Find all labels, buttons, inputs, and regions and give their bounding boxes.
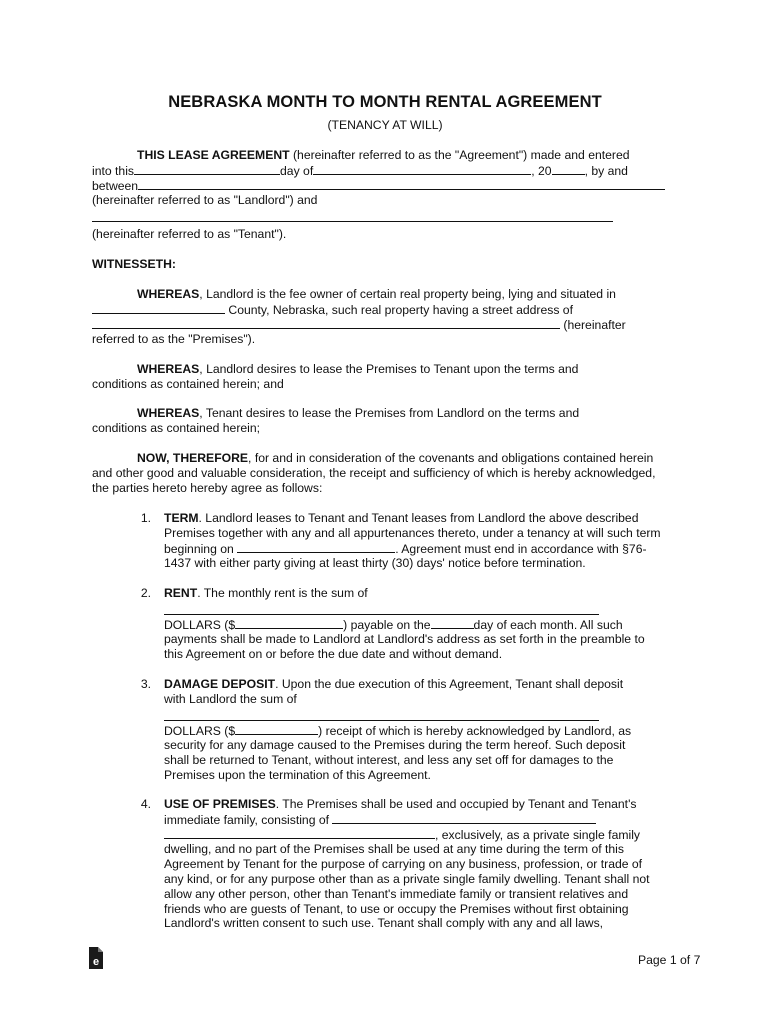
section-4-line-7: allow any other person, other than Tenant's immediate family or transient relatives and: [164, 887, 629, 901]
street-address-blank[interactable]: [92, 317, 560, 329]
section-4-heading: USE OF PREMISES: [164, 797, 276, 811]
now-therefore-line-3: the parties hereto hereby agree as follows:: [92, 481, 323, 495]
whereas2-line-1: WHEREAS, Landlord desires to lease the Premises to Tenant upon the terms and: [137, 362, 579, 376]
whereas3-line-1: WHEREAS, Tenant desires to lease the Premises from Landlord on the terms and: [137, 406, 580, 420]
whereas1-line-4: referred to as the "Premises").: [92, 332, 256, 346]
whereas1-line-1: WHEREAS, Landlord is the fee owner of certain real property being, lying and situated in: [137, 287, 616, 301]
intro-line-3: between: [92, 178, 665, 194]
intro-line-4: (hereinafter referred to as "Landlord") and: [92, 193, 318, 207]
section-3-line-7: Premises upon the termination of this Agreement.: [164, 768, 431, 782]
section-4-line-2: immediate family, consisting of: [164, 812, 596, 828]
section-4-number: 4.: [140, 797, 151, 811]
whereas3-line-2: conditions as contained herein;: [92, 421, 261, 435]
section-3-line-2: with Landlord the sum of: [164, 692, 297, 706]
eforms-logo-icon: [87, 946, 105, 970]
section-3-line-6: shall be returned to Tenant, without interest, and less any set off for damages to the: [164, 753, 614, 767]
intro-line-2: into this day of , 20 , by and: [92, 164, 628, 178]
section-1-number: 1.: [140, 511, 151, 525]
whereas2-line-2: conditions as contained herein; and: [92, 377, 284, 391]
intro-line-6: (hereinafter referred to as "Tenant").: [92, 227, 287, 241]
family-members-blank[interactable]: [332, 812, 596, 824]
landlord-name-blank[interactable]: [138, 178, 665, 190]
section-2-heading: RENT: [164, 586, 198, 600]
rent-amount-dollars-blank[interactable]: [235, 617, 343, 629]
rent-amount-words-blank[interactable]: [164, 614, 599, 615]
county-blank[interactable]: [92, 302, 225, 314]
section-3-line-1: DAMAGE DEPOSIT. Upon the due execution of this Agreement, Tenant shall deposit: [164, 677, 624, 691]
section-4-line-5: Agreement by Tenant for the purpose of carrying on any business, profession, or trade of: [164, 857, 643, 871]
deposit-amount-dollars-blank[interactable]: [235, 723, 318, 735]
witnesseth-heading: WITNESSETH:: [92, 257, 176, 271]
section-2-line-3: DOLLARS ($ ) payable on the day of each month. All such: [164, 618, 623, 632]
family-members-blank-2[interactable]: [164, 827, 435, 839]
whereas1-line-3: (hereinafter: [92, 317, 626, 333]
section-2-line-1: RENT. The monthly rent is the sum of: [164, 586, 368, 600]
document-subtitle: (TENANCY AT WILL): [327, 118, 443, 132]
tenant-name-blank[interactable]: [92, 221, 613, 222]
section-1-line-4: 1437 with either party giving at least thirty (30) days' notice before termination.: [164, 556, 586, 570]
section-4-line-8: friends who are guests of Tenant, to use or occupy the Premises without first obtaining: [164, 902, 629, 916]
section-1-line-1: TERM. Landlord leases to Tenant and Tenant leases from Landlord the above described: [164, 511, 639, 525]
section-3-line-4: DOLLARS ($ ) receipt of which is hereby acknowledged by Landlord, as: [164, 724, 632, 738]
now-therefore-line-1: NOW, THEREFORE, for and in consideration of the covenants and obligations contained herein: [137, 451, 654, 465]
section-3-heading: DAMAGE DEPOSIT: [164, 677, 276, 691]
section-3-line-5: security for any damage caused to the Premises during the term hereof. Such deposit: [164, 738, 626, 752]
intro-line-1: THIS LEASE AGREEMENT (hereinafter referred to as the "Agreement") made and entered: [137, 148, 630, 162]
intro-lead: THIS LEASE AGREEMENT: [137, 148, 290, 162]
date-month-blank[interactable]: [313, 163, 531, 175]
section-4-line-4: dwelling, and no part of the Premises shall be used at any time during the term of this: [164, 842, 624, 856]
svg-text:e: e: [92, 956, 100, 968]
section-1-line-2: Premises together with any and all appurtenances thereto, under a tenancy at will such term: [164, 526, 661, 540]
section-2-line-4: payments shall be made to Landlord at Landlord's address as set forth in the preamble to: [164, 632, 645, 646]
section-4-line-1: USE OF PREMISES. The Premises shall be used and occupied by Tenant and Tenant's: [164, 797, 637, 811]
section-3-number: 3.: [140, 677, 151, 691]
section-1-line-3: beginning on . Agreement must end in accordance with §76-: [164, 542, 647, 556]
page-number: Page 1 of 7: [638, 953, 701, 967]
document-title: NEBRASKA MONTH TO MONTH RENTAL AGREEMENT: [168, 93, 602, 111]
section-4-line-6: any kind, or for any purpose other than as a private single family dwelling. Tenant shall not: [164, 872, 650, 886]
section-1-heading: TERM: [164, 511, 199, 525]
date-day-blank[interactable]: [134, 163, 280, 175]
section-2-number: 2.: [140, 586, 151, 600]
whereas1-line-2: County, Nebraska, such real property having a street address of: [92, 302, 573, 318]
date-year-blank[interactable]: [552, 163, 585, 175]
term-start-date-blank[interactable]: [237, 541, 395, 553]
rent-due-day-blank[interactable]: [431, 617, 474, 629]
now-therefore-line-2: and other good and valuable consideration, the receipt and sufficiency of which is hereby acknowledged,: [92, 466, 656, 480]
section-4-line-3: , exclusively, as a private single family: [164, 827, 640, 843]
section-4-line-9: Landlord's written consent to such use. Tenant shall comply with any and all laws,: [164, 916, 604, 930]
deposit-amount-words-blank[interactable]: [164, 720, 599, 721]
section-2-line-5: this Agreement on or before the due date and without demand.: [164, 647, 503, 661]
